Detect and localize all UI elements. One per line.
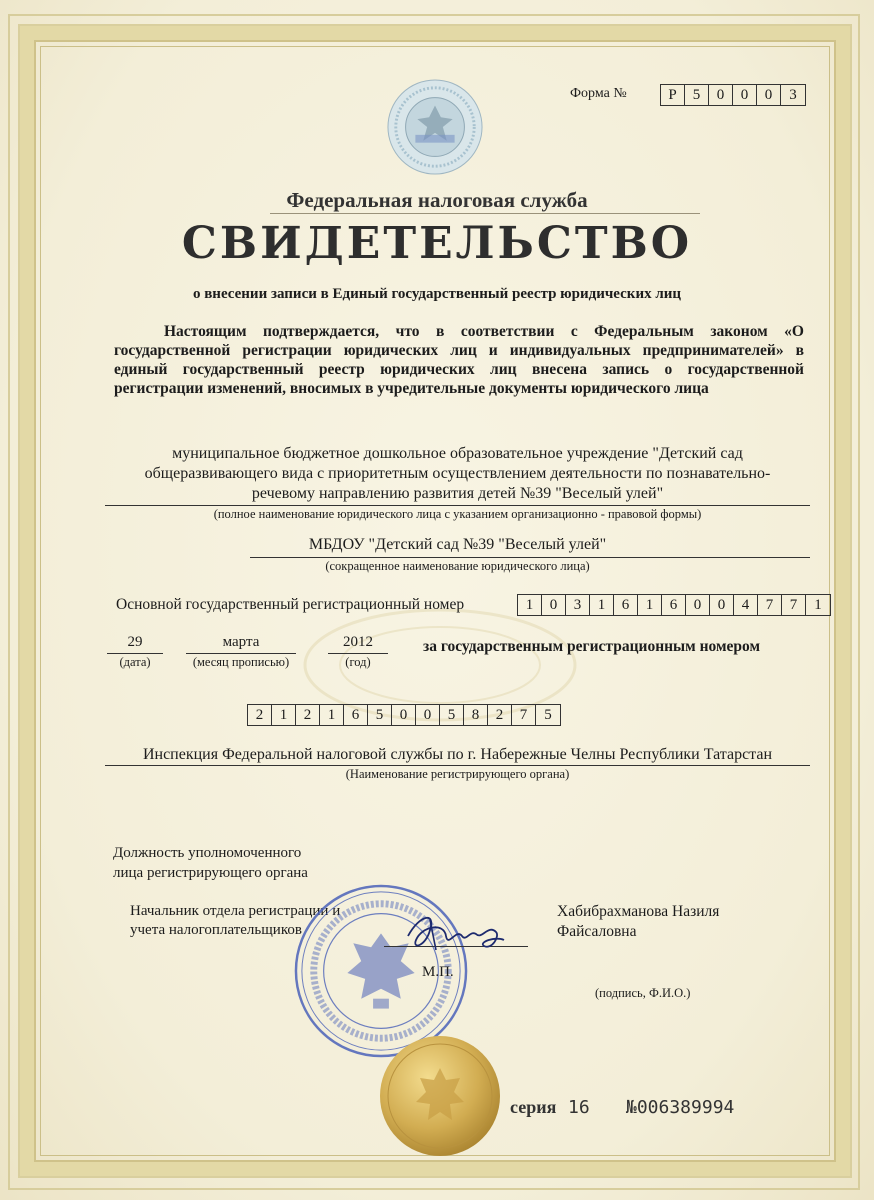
grn-digit: 2 [296, 705, 320, 725]
registering-authority: Инспекция Федеральной налоговой службы по г. Набережные Челны Республики Татарстан [142, 746, 773, 763]
date-month-caption: (месяц прописью) [192, 655, 290, 669]
signature-caption: (подпись, Ф.И.О.) [595, 986, 691, 1000]
date-day: 29 [127, 634, 143, 650]
form-code-cell: 5 [685, 85, 709, 105]
serial-number: №006389994 [626, 1097, 735, 1118]
grn-boxes [247, 704, 561, 726]
ogrn-digit: 1 [518, 595, 542, 615]
agency-underline [270, 213, 700, 214]
grn-digit: 0 [416, 705, 440, 725]
ogrn-digit: 7 [782, 595, 806, 615]
grn-digit: 2 [248, 705, 272, 725]
grn-digit: 2 [488, 705, 512, 725]
grn-digit: 5 [544, 706, 552, 723]
ogrn-boxes [517, 594, 831, 616]
ogrn-digit: 0 [710, 595, 734, 615]
ogrn-digit: 6 [662, 595, 686, 615]
form-number-label: Форма № [570, 86, 627, 101]
grn-label: за государственным регистрационным номером [423, 638, 761, 655]
date-day-underline [107, 653, 163, 654]
form-code-cell: 0 [733, 85, 757, 105]
short-legal-name: МБДОУ "Детский сад №39 "Веселый улей" [308, 536, 607, 553]
date-month-underline [186, 653, 296, 654]
authority-caption: (Наименование регистрирующего органа) [345, 767, 570, 781]
full-name-line: речевому направлению развития детей №39 "Веселый улей" [251, 485, 664, 502]
signer-role-line: учета налогоплательщиков [130, 922, 302, 938]
series-label: серия [510, 1097, 557, 1117]
ogrn-digit: 3 [566, 595, 590, 615]
position-label-line: Должность уполномоченного [113, 845, 302, 861]
position-label [113, 843, 308, 883]
grn-digit: 7 [512, 705, 536, 725]
grn-digit: 5 [440, 705, 464, 725]
grn-digit: 1 [272, 705, 296, 725]
date-year-caption: (год) [345, 655, 371, 669]
signer-name-line: Файсаловна [557, 923, 637, 940]
ogrn-digit: 0 [542, 595, 566, 615]
ogrn-digit: 1 [638, 595, 662, 615]
grn-digit: 1 [320, 705, 344, 725]
date-month: марта [222, 634, 260, 650]
form-code-cell: Р [661, 85, 685, 105]
ogrn-digit: 1 [590, 595, 614, 615]
signer-name-line: Хабибрахманова Назиля [557, 903, 720, 920]
grn-digit: 5 [368, 705, 392, 725]
date-year-underline [328, 653, 388, 654]
series-number: 16 [568, 1097, 590, 1118]
ogrn-digit: 1 [814, 596, 822, 613]
stamp-place-label: М.П. [422, 964, 454, 980]
authority-underline [105, 765, 810, 766]
date-year: 2012 [343, 634, 373, 650]
full-name-caption: (полное наименование юридического лица с указанием организационно - правовой формы) [213, 507, 702, 521]
hologram-emblem-icon [386, 78, 484, 176]
grn-digit: 0 [392, 705, 416, 725]
ogrn-digit: 7 [758, 595, 782, 615]
form-code-cell: 3 [789, 86, 797, 103]
full-legal-name [105, 444, 810, 504]
handwritten-signature-icon [400, 906, 510, 962]
document-subtitle: о внесении записи в Единый государственный реестр юридических лиц [192, 286, 682, 302]
form-code-cell: 0 [757, 85, 781, 105]
gold-embossed-seal-icon [378, 1034, 502, 1158]
agency-name: Федеральная налоговая служба [286, 188, 588, 212]
full-name-line: муниципальное бюджетное дошкольное образовательное учреждение "Детский сад [172, 445, 743, 462]
signer-role-line: Начальник отдела регистрации и [130, 903, 341, 919]
confirmation-paragraph: Настоящим подтверждается, что в соответствии с Федеральным законом «О государственной регистрации юридических лиц и индивидуальных предпринимателей» в единый государственный реестр юридических лиц внесена запись о государственной регистрации изменений, вносимых в учредительные документы юридического лица [114, 323, 804, 397]
short-name-caption: (сокращенное наименование юридического лица) [325, 559, 590, 573]
ogrn-digit: 4 [734, 595, 758, 615]
full-name-underline [105, 505, 810, 506]
ogrn-label: Основной государственный регистрационный номер [116, 596, 465, 613]
document-title: СВИДЕТЕЛЬСТВО [181, 218, 693, 269]
grn-digit: 6 [344, 705, 368, 725]
short-name-underline [250, 557, 810, 558]
ogrn-digit: 6 [614, 595, 638, 615]
date-day-caption: (дата) [119, 655, 151, 669]
ogrn-digit: 0 [686, 595, 710, 615]
form-code-cell: 0 [709, 85, 733, 105]
position-label-line: лица регистрирующего органа [113, 865, 308, 881]
form-code-boxes [660, 84, 806, 106]
grn-digit: 8 [464, 705, 488, 725]
full-name-line: общеразвивающего вида с приоритетным осуществлением деятельности по познавательно- [144, 465, 771, 482]
signer-name [557, 902, 719, 942]
